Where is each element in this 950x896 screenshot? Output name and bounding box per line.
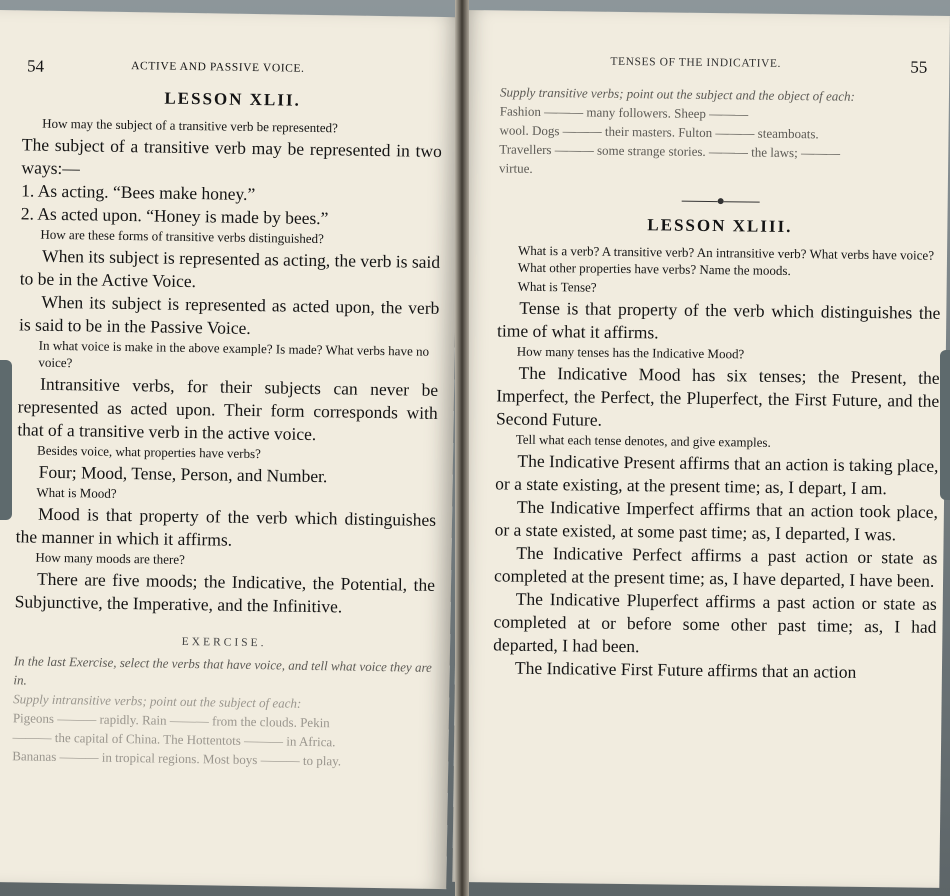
answer-paragraph: Four; Mood, Tense, Person, and Number. xyxy=(38,461,328,487)
lesson-body xyxy=(15,114,443,620)
exercise-instruction-2: Supply intransitive verbs; point out the subject of each: xyxy=(13,691,302,711)
answer-paragraph: 2. As acted upon. “Honey is made by bees.” xyxy=(20,203,329,229)
answer-paragraph: The Indicative First Future affirms that an action xyxy=(514,657,857,682)
lesson-title: LESSON XLIII. xyxy=(647,215,793,237)
section-ornament xyxy=(499,189,942,212)
book-gutter xyxy=(455,0,469,896)
question-line: How are these forms of transitive verbs distinguished? xyxy=(40,226,324,247)
answer-paragraph: The Indicative Imperfect affirms that an action took place, or a state existed, at some past time; as, I departed, I was. xyxy=(494,496,939,545)
page-number: 55 xyxy=(910,57,928,77)
lesson-body xyxy=(493,241,941,684)
exercise-item: Fashion ——— many followers. Sheep ——— xyxy=(499,103,749,122)
left-page-header xyxy=(23,56,443,85)
question-line: In what voice is make in the above example? Is made? What verbs have no voice? xyxy=(38,337,430,371)
holding-hand-right xyxy=(940,350,950,500)
exercise-item: virtue. xyxy=(498,160,533,176)
question-line: How many tenses has the Indicative Mood? xyxy=(516,343,745,362)
answer-paragraph: The Indicative Mood has six tenses; the Present, the Imperfect, the Perfect, the Pluperfect, the First Future, and the Second Future. xyxy=(495,362,940,430)
exercise-item: ——— the capital of China. The Hottentots ——— in Africa. xyxy=(12,729,336,750)
lesson-title: LESSON XLII. xyxy=(164,88,301,110)
question-line: How may the subject of a transitive verb be represented? xyxy=(42,115,338,136)
exercise-instruction: In the last Exercise, select the verbs that have voice, and tell what voice they are in. xyxy=(13,653,432,688)
answer-paragraph: Intransitive verbs, for their subjects can never be represented as acted upon. Their form corresponds with that of a transitive verb in the active voice. xyxy=(17,373,439,445)
left-page xyxy=(0,10,460,889)
holding-hand-left xyxy=(0,360,12,520)
answer-paragraph: The subject of a transitive verb may be represented in two ways:— xyxy=(21,134,442,179)
question-line: Tell what each tense denotes, and give examples. xyxy=(515,431,771,450)
question-line: What is a verb? A transitive verb? An intransitive verb? What verbs have voice? What other properties have verbs? Name the moods. xyxy=(517,242,935,279)
answer-paragraph: There are five moods; the Indicative, the Potential, the Subjunctive, the Imperative, and the Infinitive. xyxy=(14,568,436,617)
answer-paragraph: The Indicative Perfect affirms a past action or state as completed at the present time; as, I have departed, I have been. xyxy=(493,542,938,591)
right-page-header xyxy=(500,52,943,79)
exercise-heading: EXERCISE. xyxy=(181,635,267,650)
exercise-item: Travellers ——— some strange stories. ——— the laws; ——— xyxy=(499,141,841,161)
answer-paragraph: When its subject is represented as acting, the verb is said to be in the Active Voice. xyxy=(19,245,441,292)
exercise-item: wool. Dogs ——— their masters. Fulton ——— steamboats. xyxy=(499,122,819,142)
answer-paragraph: Tense is that property of the verb which distinguishes the time of what it affirms. xyxy=(496,297,941,343)
answer-paragraph: The Indicative Pluperfect affirms a past action or state as completed at or before some other past time; as, I had departed, I had been. xyxy=(493,588,937,657)
exercise-item: Bananas ——— in tropical regions. Most boys ——— to play. xyxy=(12,748,342,769)
question-line: Besides voice, what properties have verbs? xyxy=(36,442,261,462)
question-line: What is Tense? xyxy=(517,278,597,295)
running-head: TENSES OF THE INDICATIVE. xyxy=(610,55,782,70)
answer-paragraph: The Indicative Present affirms that an action is taking place, or a state existing, at the present time; as, I depart, I am. xyxy=(495,450,939,499)
page-number: 54 xyxy=(26,56,45,76)
answer-paragraph: When its subject is represented as acted upon, the verb is said to be in the Passive Voice. xyxy=(18,291,440,338)
answer-paragraph: Mood is that property of the verb which distinguishes the manner in which it affirms. xyxy=(15,503,437,550)
exercise-instruction: Supply transitive verbs; point out the subject and the object of each: xyxy=(499,84,855,104)
exercise-item: Pigeons ——— rapidly. Rain ——— from the clouds. Pekin xyxy=(12,710,330,731)
question-line: How many moods are there? xyxy=(35,549,185,567)
question-line: What is Mood? xyxy=(36,484,117,501)
running-head: ACTIVE AND PASSIVE VOICE. xyxy=(131,60,305,75)
right-page xyxy=(452,10,950,888)
answer-paragraph: 1. As acting. “Bees make honey.” xyxy=(21,180,256,205)
